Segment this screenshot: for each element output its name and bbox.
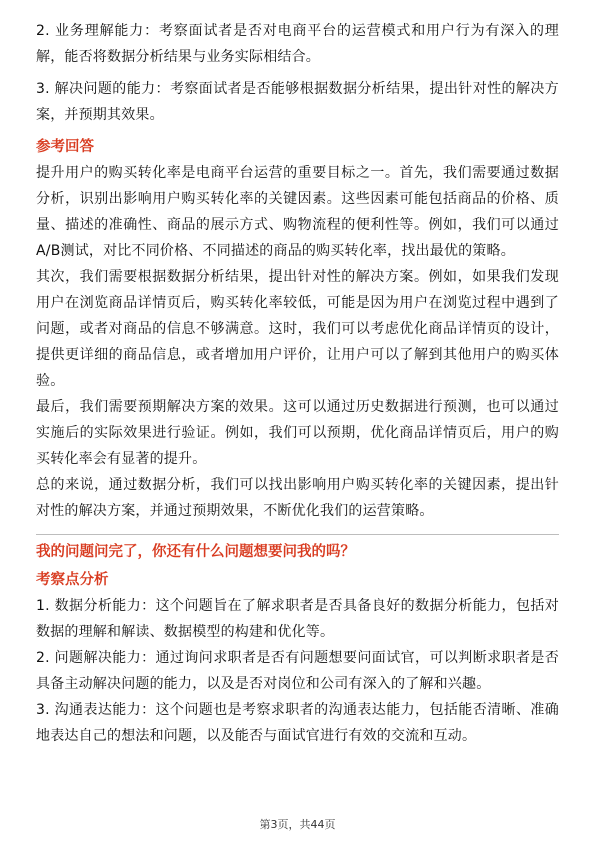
- page-number: 第3页，共44页: [259, 818, 336, 831]
- section-divider: [36, 534, 559, 535]
- analysis-item-data-analysis: 1. 数据分析能力：这个问题旨在了解求职者是否具备良好的数据分析能力，包括对数据的理解和解读、数据模型的构建和优化等。: [36, 598, 559, 640]
- criteria-item-business-understanding: 2. 业务理解能力：考察面试者是否对电商平台的运营模式和用户行为有深入的理解，能否将数据分析结果与业务实际相结合。: [36, 23, 559, 65]
- answer-paragraph-4: 总的来说，通过数据分析，我们可以找出影响用户购买转化率的关键因素，提出针对性的解决方案，并通过预期效果，不断优化我们的运营策略。: [36, 477, 559, 519]
- analysis-item-problem-solving: 2. 问题解决能力：通过询问求职者是否有问题想要问面试官，可以判断求职者是否具备主动解决问题的能力，以及是否对岗位和公司有深入的了解和兴趣。: [36, 650, 559, 692]
- reference-answer-heading: 参考回答: [36, 139, 94, 155]
- analysis-item-communication: 3. 沟通表达能力：这个问题也是考察求职者的沟通表达能力，包括能否清晰、准确地表达自己的想法和问题，以及能否与面试官进行有效的交流和互动。: [36, 702, 559, 744]
- question-title: 我的问题问完了，你还有什么问题想要问我的吗？: [36, 544, 355, 560]
- answer-paragraph-3: 最后，我们需要预期解决方案的效果。这可以通过历史数据进行预测，也可以通过实施后的实际效果进行验证。例如，我们可以预期，优化商品详情页后，用户的购买转化率会有显著的提升。: [36, 399, 559, 467]
- criteria-item-problem-solving: 3. 解决问题的能力：考察面试者是否能够根据数据分析结果，提出针对性的解决方案，并预期其效果。: [36, 81, 559, 123]
- document-page: [36, 18, 559, 749]
- analysis-heading: 考察点分析: [36, 572, 109, 588]
- answer-paragraph-1: 提升用户的购买转化率是电商平台运营的重要目标之一。首先，我们需要通过数据分析，识别出影响用户购买转化率的关键因素。这些因素可能包括商品的价格、质量、描述的准确性、商品的展示方式、购物流程的便利性等。例如，我们可以通过A/B测试，对比不同价格、不同描述的商品的购买转化率，找出最优的策略。: [36, 165, 559, 259]
- answer-paragraph-2: 其次，我们需要根据数据分析结果，提出针对性的解决方案。例如，如果我们发现用户在浏览商品详情页后，购买转化率较低，可能是因为用户在浏览过程中遇到了问题，或者对商品的信息不够满意。这时，我们可以考虑优化商品详情页的设计，提供更详细的商品信息，或者增加用户评价，让用户可以了解到其他用户的购买体验。: [36, 269, 559, 389]
